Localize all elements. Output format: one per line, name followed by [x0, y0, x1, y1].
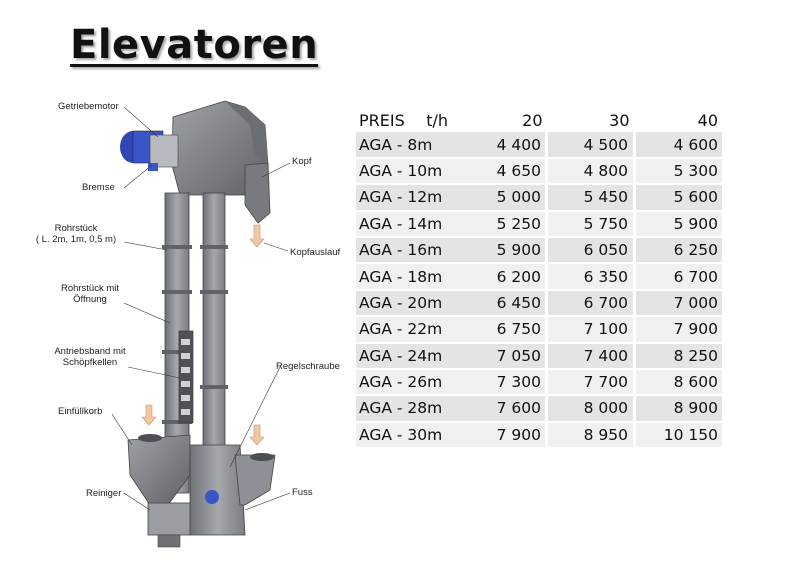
table-row — [356, 211, 722, 237]
label-rohrstueck — [28, 223, 124, 245]
brake — [150, 135, 178, 167]
table-row — [356, 343, 722, 369]
price-cell-30: 6 050 — [547, 237, 635, 263]
table-row — [356, 369, 722, 395]
table-row — [356, 395, 722, 421]
price-cell-40: 6 250 — [635, 237, 723, 263]
price-cell-40: 5 900 — [635, 211, 723, 237]
label-antriebsband — [46, 346, 134, 368]
price-cell-20: 5 900 — [448, 237, 547, 263]
price-cell-30: 5 750 — [547, 211, 635, 237]
price-cell-40: 6 700 — [635, 263, 723, 289]
price-cell-20: 6 200 — [448, 263, 547, 289]
price-cell-40: 8 600 — [635, 369, 723, 395]
price-cell-20: 7 600 — [448, 395, 547, 421]
header-col-40: 40 — [697, 110, 718, 130]
price-table — [356, 108, 722, 449]
price-cell-30: 7 400 — [547, 343, 635, 369]
label-kopfauslauf: Kopfauslauf — [290, 247, 341, 258]
price-cell-20: 5 250 — [448, 211, 547, 237]
model-cell: AGA - 26m — [356, 369, 448, 395]
price-cell-20: 5 000 — [448, 184, 547, 210]
price-cell-30: 7 100 — [547, 316, 635, 342]
price-cell-30: 6 700 — [547, 290, 635, 316]
elevator-diagram — [35, 95, 360, 565]
label-bremse: Bremse — [82, 182, 115, 193]
label-reiniger: Reiniger — [86, 488, 122, 499]
price-cell-40: 7 000 — [635, 290, 723, 316]
head-outlet — [245, 163, 270, 223]
label-fuss: Fuss — [292, 487, 313, 498]
model-cell: AGA - 28m — [356, 395, 448, 421]
model-cell: AGA - 18m — [356, 263, 448, 289]
feed-hopper — [128, 435, 190, 505]
model-cell: AGA - 12m — [356, 184, 448, 210]
page-title: Elevatoren — [70, 22, 319, 68]
price-cell-40: 4 600 — [635, 132, 723, 157]
price-cell-30: 4 500 — [547, 132, 635, 157]
price-cell-40: 5 300 — [635, 158, 723, 184]
price-cell-30: 8 000 — [547, 395, 635, 421]
model-cell: AGA - 10m — [356, 158, 448, 184]
price-cell-40: 5 600 — [635, 184, 723, 210]
table-row — [356, 316, 722, 342]
price-cell-40: 8 900 — [635, 395, 723, 421]
price-cell-40: 8 250 — [635, 343, 723, 369]
price-cell-20: 7 300 — [448, 369, 547, 395]
foot-arrow-icon — [250, 425, 264, 445]
label-rohrstueck-sizes: ( L. 2m, 1m, 0,5 m) — [35, 234, 117, 245]
label-einfuellkorb: Einfüllkorb — [58, 406, 103, 417]
foot-outlet — [235, 455, 275, 505]
price-cell-20: 6 750 — [448, 316, 547, 342]
label-oeffnung: Öffnung — [73, 294, 107, 305]
price-cell-20: 7 900 — [448, 422, 547, 448]
price-cell-30: 7 700 — [547, 369, 635, 395]
model-cell: AGA - 14m — [356, 211, 448, 237]
cleaner — [148, 503, 190, 535]
label-rohrstueck-oeffnung — [50, 283, 130, 305]
price-cell-20: 4 400 — [448, 132, 547, 157]
label-rohrstueck-mit: Rohrstück mit — [60, 283, 120, 294]
model-cell: AGA - 24m — [356, 343, 448, 369]
label-schoepfkellen: Schöpfkellen — [62, 357, 118, 368]
outlet-arrow-icon — [250, 225, 264, 247]
label-rohrstueck-title: Rohrstück — [54, 223, 98, 234]
model-cell: AGA - 22m — [356, 316, 448, 342]
price-cell-30: 6 350 — [547, 263, 635, 289]
price-cell-20: 4 650 — [448, 158, 547, 184]
table-row — [356, 237, 722, 263]
model-cell: AGA - 8m — [356, 132, 448, 157]
header-cell-label-unit — [356, 108, 448, 132]
table-row — [356, 158, 722, 184]
price-cell-30: 5 450 — [547, 184, 635, 210]
header-preis: PREIS — [359, 110, 405, 130]
right-column — [203, 193, 225, 455]
label-kopf: Kopf — [292, 156, 312, 167]
label-getriebemotor: Getriebemotor — [58, 101, 119, 112]
table-row — [356, 290, 722, 316]
price-cell-20: 7 050 — [448, 343, 547, 369]
table-row — [356, 263, 722, 289]
table-row — [356, 184, 722, 210]
price-cell-30: 8 950 — [547, 422, 635, 448]
price-cell-20: 6 450 — [448, 290, 547, 316]
label-antriebsband-mit: Antriebsband mit — [54, 346, 126, 357]
header-col-20: 20 — [522, 110, 543, 130]
table-row — [356, 132, 722, 157]
model-cell: AGA - 16m — [356, 237, 448, 263]
price-cell-30: 4 800 — [547, 158, 635, 184]
price-cell-40: 10 150 — [635, 422, 723, 448]
feed-arrow-icon — [142, 405, 156, 425]
price-table-header — [356, 108, 722, 132]
foot-motor — [205, 490, 219, 504]
label-regelschraube: Regelschraube — [276, 361, 340, 372]
model-cell: AGA - 30m — [356, 422, 448, 448]
price-cell-40: 7 900 — [635, 316, 723, 342]
model-cell: AGA - 20m — [356, 290, 448, 316]
table-row — [356, 422, 722, 448]
header-unit: t/h — [426, 110, 448, 130]
header-col-30: 30 — [609, 110, 630, 130]
